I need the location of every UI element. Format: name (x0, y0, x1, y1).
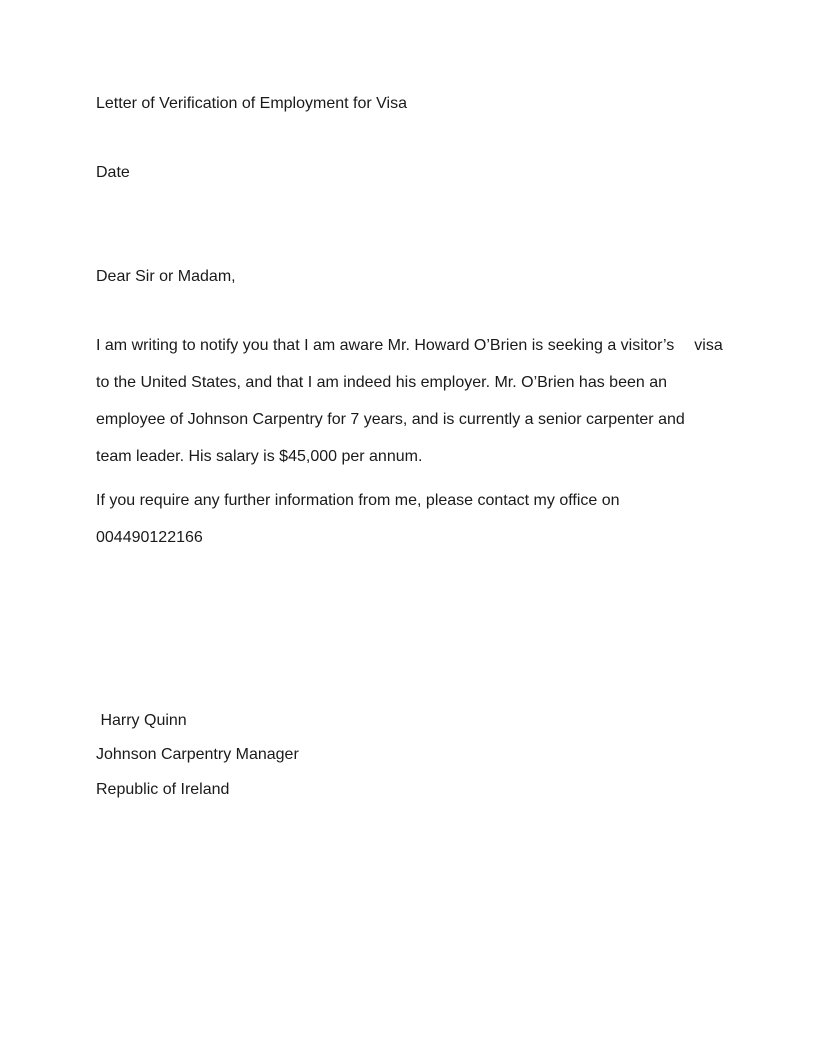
signature-title: Johnson Carpentry Manager (96, 746, 299, 763)
paragraph-1-line-3: employee of Johnson Carpentry for 7 years, and is currently a senior carpenter and (96, 411, 685, 428)
paragraph-1-line-1 (96, 336, 723, 356)
letter-title: Letter of Verification of Employment for Visa (96, 95, 407, 112)
paragraph-1-line-1-text: I am writing to notify you that I am aware Mr. Howard O’Brien is seeking a visitor’s (96, 337, 675, 354)
signature-location: Republic of Ireland (96, 781, 230, 798)
salutation: Dear Sir or Madam, (96, 268, 236, 285)
signature-name: Harry Quinn (96, 712, 187, 729)
paragraph-1-line-2: to the United States, and that I am indeed his employer. Mr. O’Brien has been an (96, 374, 667, 391)
date-label: Date (96, 164, 130, 181)
phone-number: 004490122166 (96, 529, 203, 546)
paragraph-2-line-1: If you require any further information from me, please contact my office on (96, 492, 620, 509)
paragraph-1-line-4: team leader. His salary is $45,000 per annum. (96, 448, 423, 465)
paragraph-1-line-1-visa: visa (694, 337, 723, 354)
